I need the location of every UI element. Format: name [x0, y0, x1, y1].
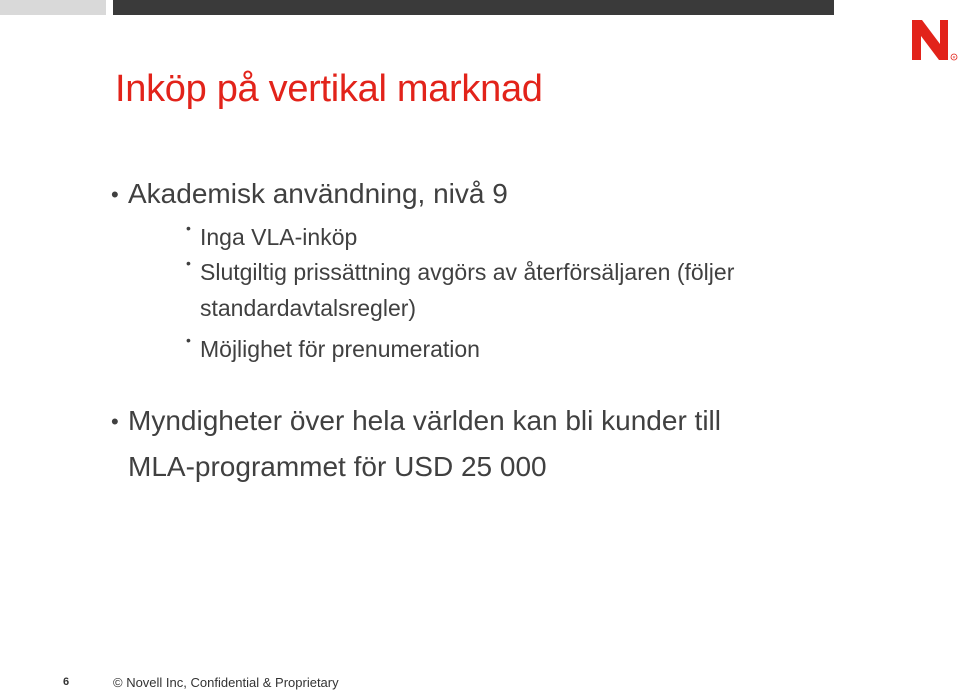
slide-title: Inköp på vertikal marknad — [115, 68, 543, 110]
bullet-text: MLA-programmet för USD 25 000 — [128, 451, 547, 482]
subbullet-pricing — [186, 255, 735, 286]
bullet-academic — [111, 178, 508, 210]
subbullet-text: Inga VLA-inköp — [200, 224, 358, 250]
header-bar-dark — [113, 0, 834, 15]
subbullet-text: standardavtalsregler) — [200, 295, 417, 321]
bullet-government-continued — [128, 451, 547, 483]
header-bar-light — [0, 0, 106, 15]
bullet-dot: • — [111, 182, 119, 207]
bullet-government — [111, 405, 721, 437]
subbullet-pricing-continued — [200, 295, 416, 322]
bullet-text: Akademisk användning, nivå 9 — [128, 178, 508, 209]
novell-n-logo-icon — [908, 16, 958, 62]
subbullet-dot: • — [186, 332, 191, 348]
subbullet-text: Möjlighet för prenumeration — [200, 336, 480, 362]
subbullet-dot: • — [186, 255, 191, 271]
bullet-dot: • — [111, 409, 119, 434]
subbullet-vla — [186, 220, 358, 251]
subbullet-subscription — [186, 332, 480, 363]
bullet-text: Myndigheter över hela världen kan bli kunder till — [128, 405, 721, 436]
svg-text:R: R — [952, 54, 956, 60]
subbullet-text: Slutgiltig prissättning avgörs av återförsäljaren (följer — [200, 259, 735, 285]
subbullet-dot: • — [186, 220, 191, 236]
footer-copyright: © Novell Inc, Confidential & Proprietary — [113, 675, 339, 690]
page-number: 6 — [63, 676, 70, 688]
